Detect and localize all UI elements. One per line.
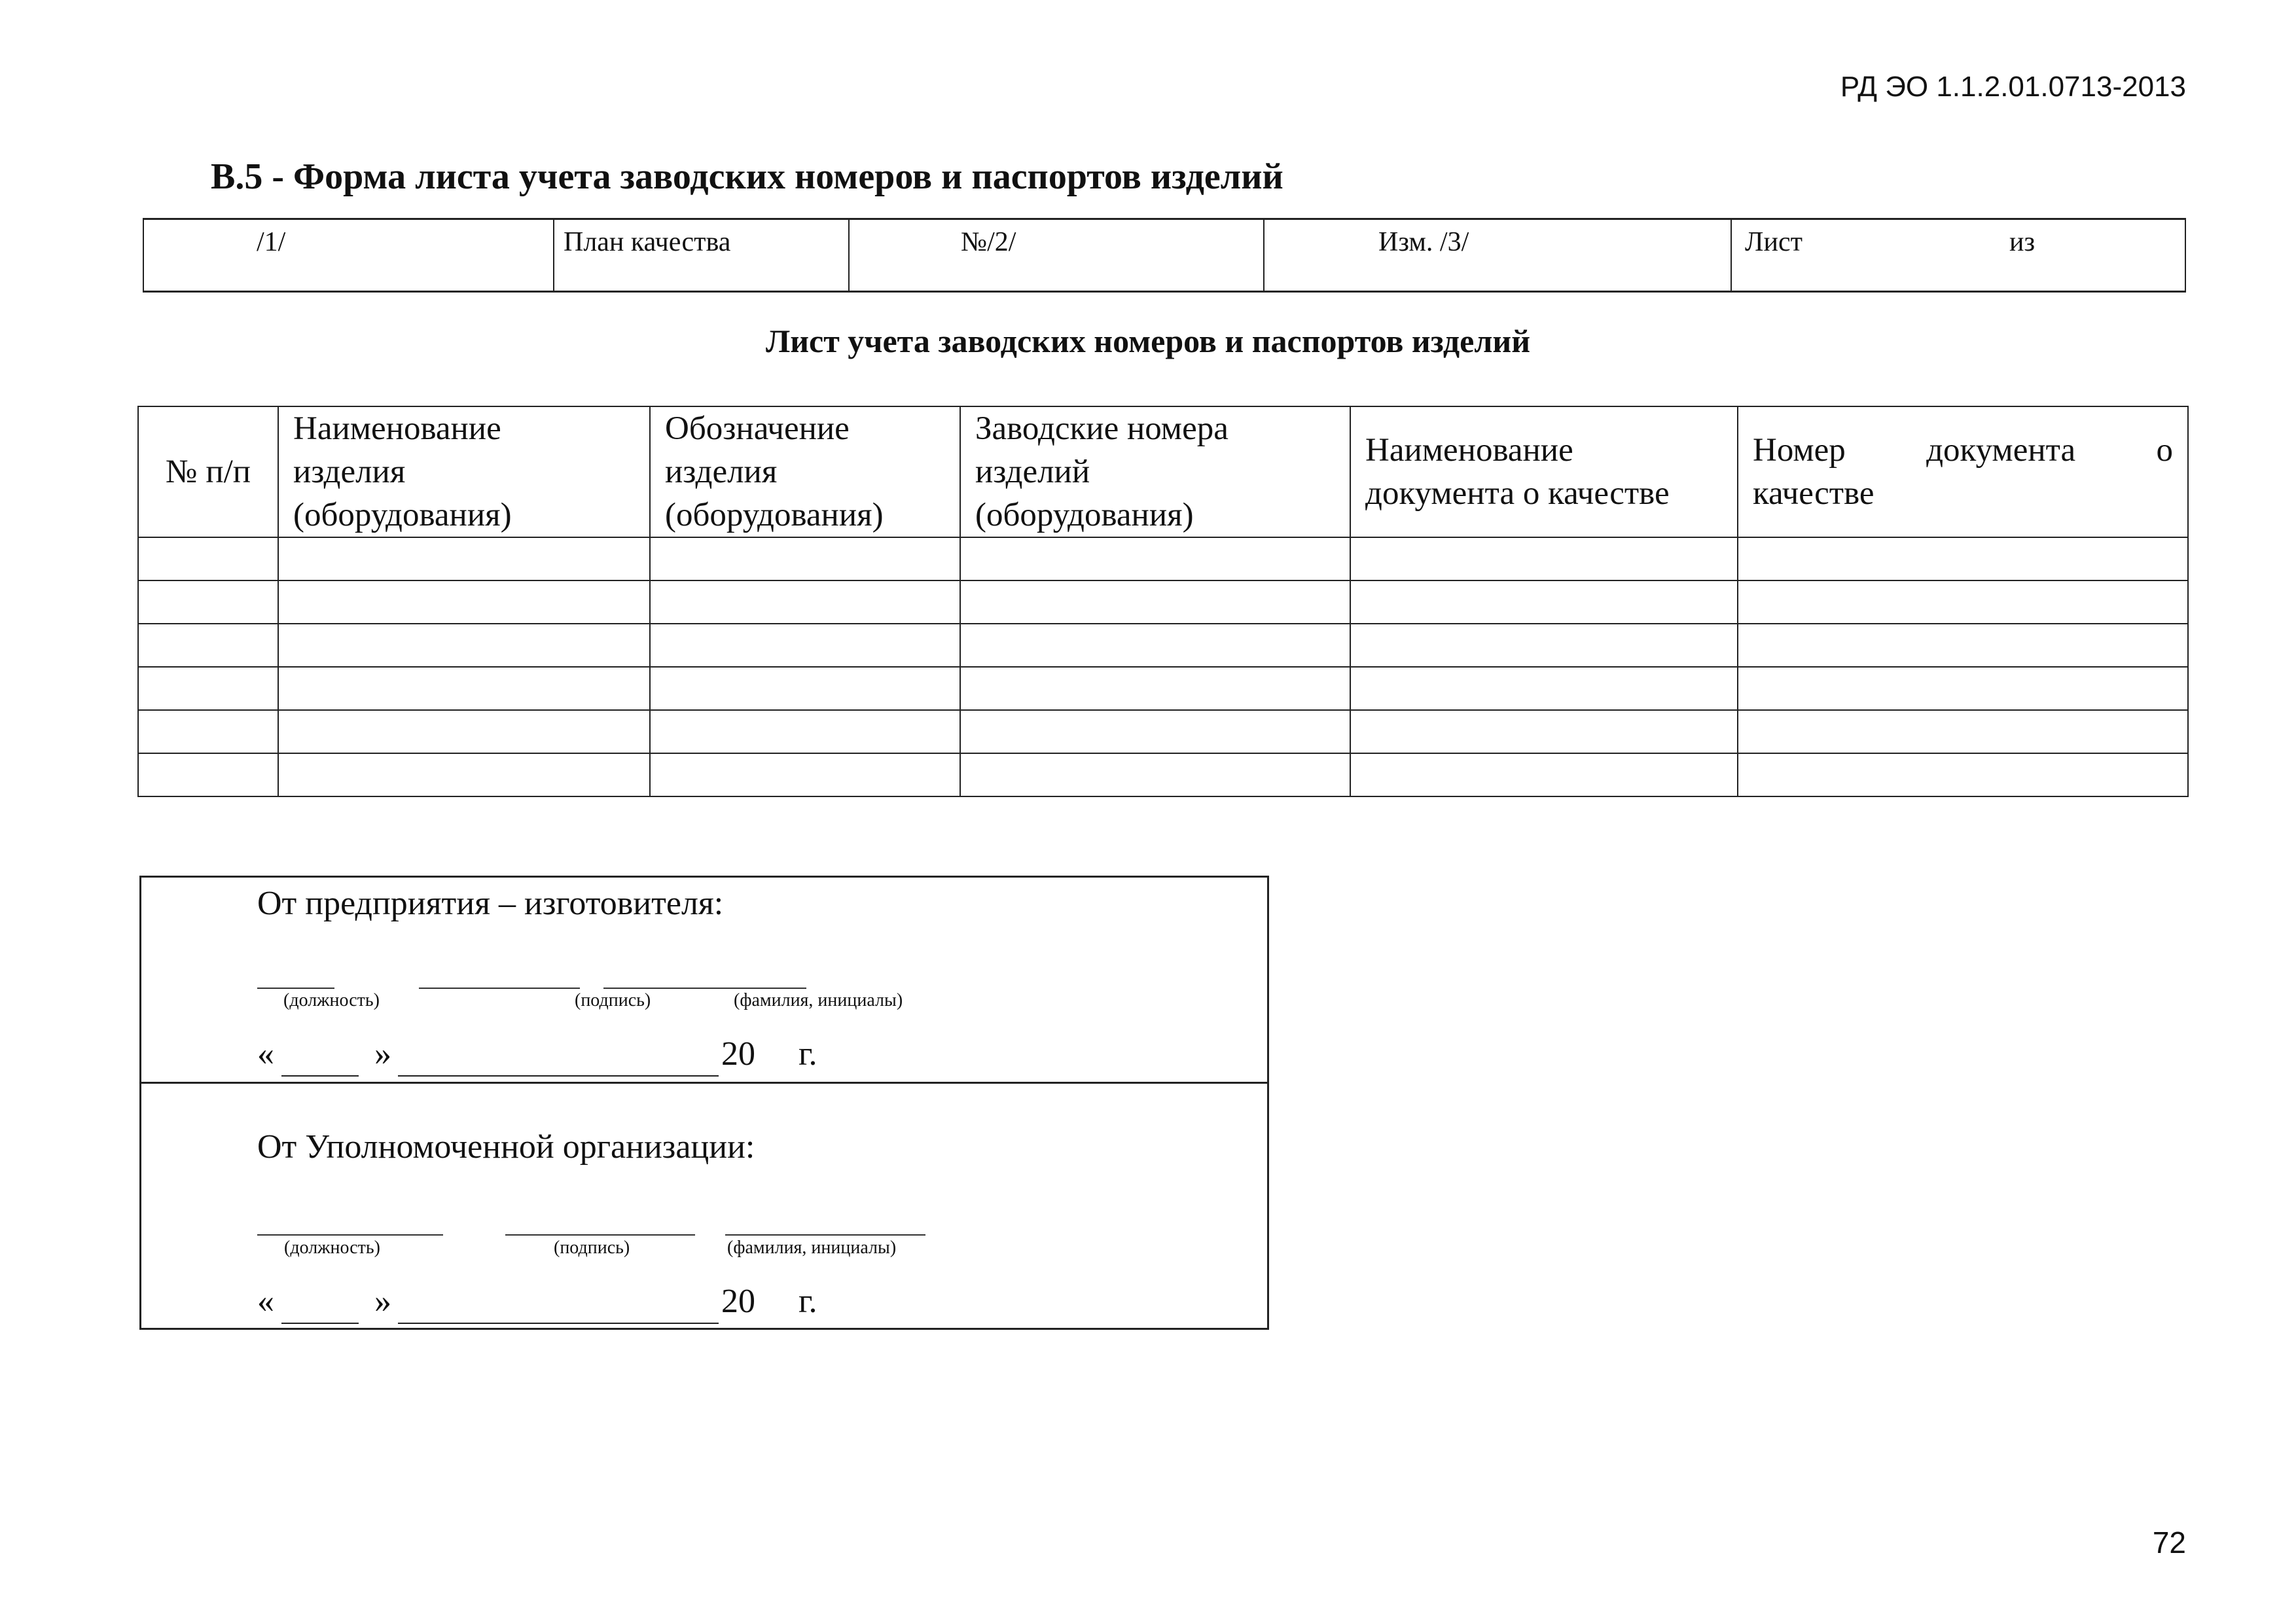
table-cell[interactable]	[650, 537, 960, 580]
manufacturer-title: От предприятия – изготовителя:	[257, 885, 724, 922]
table-cell[interactable]	[1738, 624, 2188, 667]
table-cell[interactable]	[138, 667, 278, 710]
col-quality-doc-number-header	[1738, 406, 2188, 537]
header-line: (оборудования)	[665, 497, 884, 533]
authorized-title: От Уполномоченной организации:	[257, 1128, 755, 1166]
items-table	[137, 406, 2189, 797]
table-cell[interactable]	[1350, 753, 1738, 796]
signature-caption: (подпись)	[554, 1238, 630, 1258]
block-divider	[141, 1082, 1267, 1084]
header-rev: Изм. /3/	[1378, 227, 1469, 257]
table-row	[138, 580, 2188, 624]
table-cell[interactable]	[650, 753, 960, 796]
table-cell[interactable]	[138, 624, 278, 667]
table-header-row	[138, 406, 2188, 537]
name-caption: (фамилия, инициалы)	[734, 990, 903, 1010]
day-line[interactable]	[281, 1075, 359, 1077]
header-line: (оборудования)	[293, 497, 512, 533]
table-cell[interactable]	[1350, 580, 1738, 624]
year-suffix: г.	[798, 1035, 817, 1073]
table-cell[interactable]	[278, 580, 650, 624]
table-row	[138, 753, 2188, 796]
header-cell-ref1	[143, 220, 553, 291]
year-suffix: г.	[798, 1283, 817, 1320]
document-code: РД ЭО 1.1.2.01.0713-2013	[1840, 71, 2186, 103]
table-cell[interactable]	[960, 710, 1350, 753]
table-cell[interactable]	[278, 667, 650, 710]
header-line: Наименование	[1365, 432, 1573, 469]
table-cell[interactable]	[278, 537, 650, 580]
table-cell[interactable]	[650, 580, 960, 624]
table-cell[interactable]	[278, 624, 650, 667]
table-row	[138, 537, 2188, 580]
table-cell[interactable]	[1738, 753, 2188, 796]
header-plan: План качества	[564, 227, 731, 257]
header-ref2: №/2/	[961, 227, 1016, 257]
table-row	[138, 667, 2188, 710]
date-open-quote: «	[257, 1283, 274, 1320]
month-line[interactable]	[398, 1323, 719, 1324]
table-cell[interactable]	[1738, 710, 2188, 753]
name-caption: (фамилия, инициалы)	[727, 1238, 897, 1258]
header-strip	[143, 218, 2186, 293]
table-cell[interactable]	[1738, 667, 2188, 710]
table-cell[interactable]	[138, 753, 278, 796]
position-caption: (должность)	[283, 990, 380, 1010]
signature-line[interactable]	[419, 988, 580, 989]
table-cell[interactable]	[1350, 667, 1738, 710]
year-prefix: 20	[721, 1035, 755, 1073]
header-line: изделий	[975, 454, 1090, 490]
table-cell[interactable]	[650, 667, 960, 710]
table-cell[interactable]	[278, 710, 650, 753]
header-of: из	[2009, 227, 2036, 257]
table-row	[138, 624, 2188, 667]
header-line: изделия	[665, 454, 778, 490]
position-line[interactable]	[257, 988, 334, 989]
signature-box	[139, 876, 1269, 1330]
month-line[interactable]	[398, 1075, 719, 1077]
signature-caption: (подпись)	[575, 990, 651, 1010]
page-number: 72	[2152, 1525, 2186, 1560]
header-line: изделия	[293, 454, 406, 490]
table-cell[interactable]	[138, 710, 278, 753]
table-cell[interactable]	[960, 753, 1350, 796]
table-cell[interactable]	[1738, 537, 2188, 580]
date-close-quote: »	[374, 1283, 391, 1320]
table-cell[interactable]	[960, 537, 1350, 580]
table-row	[138, 710, 2188, 753]
header-line: документа о качестве	[1365, 475, 1670, 512]
position-caption: (должность)	[284, 1238, 380, 1258]
table-cell[interactable]	[1350, 710, 1738, 753]
position-line[interactable]	[257, 1234, 443, 1236]
table-cell[interactable]	[650, 624, 960, 667]
section-title: В.5 - Форма листа учета заводских номеров и паспортов изделий	[211, 156, 1283, 197]
table-cell[interactable]	[960, 624, 1350, 667]
header-line: Наименование	[293, 410, 501, 447]
col-quality-doc-name-header	[1350, 406, 1738, 537]
header-cell-plan	[553, 220, 848, 291]
header-sheet: Лист	[1745, 227, 1803, 257]
col-item-name-header	[278, 406, 650, 537]
col-number-header: № п/п	[138, 406, 278, 537]
col-serial-numbers-header	[960, 406, 1350, 537]
header-cell-ref2	[848, 220, 1263, 291]
name-line[interactable]	[603, 988, 806, 989]
year-prefix: 20	[721, 1283, 755, 1320]
col-designation-header	[650, 406, 960, 537]
header-line: (оборудования)	[975, 497, 1194, 533]
table-cell[interactable]	[138, 537, 278, 580]
header-ref1: /1/	[257, 227, 286, 257]
day-line[interactable]	[281, 1323, 359, 1324]
date-open-quote: «	[257, 1035, 274, 1073]
header-line: качестве	[1753, 475, 1874, 512]
table-cell[interactable]	[1738, 580, 2188, 624]
table-cell[interactable]	[1350, 624, 1738, 667]
header-line: Обозначение	[665, 410, 850, 447]
header-line: Номер документа о	[1753, 432, 2173, 469]
table-cell[interactable]	[1350, 537, 1738, 580]
header-cell-rev	[1263, 220, 1731, 291]
table-cell[interactable]	[278, 753, 650, 796]
sheet-title: Лист учета заводских номеров и паспортов изделий	[765, 323, 1531, 359]
table-cell[interactable]	[138, 580, 278, 624]
signature-line[interactable]	[505, 1234, 695, 1236]
table-cell[interactable]	[960, 580, 1350, 624]
header-cell-sheet	[1731, 220, 2186, 291]
table-cell[interactable]	[650, 710, 960, 753]
date-close-quote: »	[374, 1035, 391, 1073]
table-cell[interactable]	[960, 667, 1350, 710]
header-line: Заводские номера	[975, 410, 1229, 447]
name-line[interactable]	[725, 1234, 925, 1236]
